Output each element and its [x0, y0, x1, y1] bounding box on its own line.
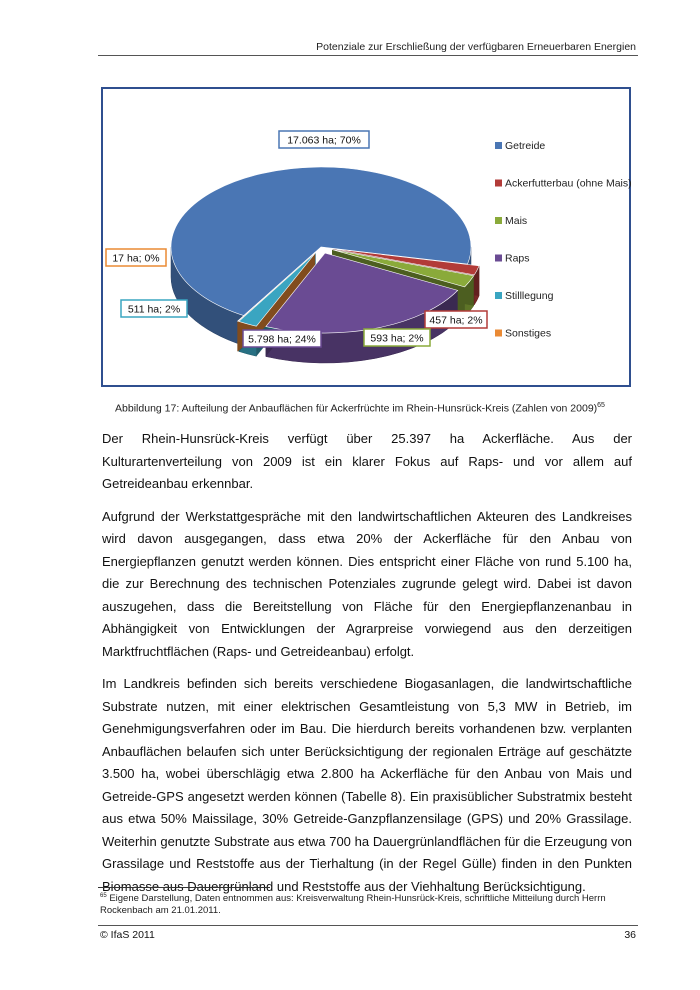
footer-divider — [98, 925, 638, 926]
footnote-divider — [98, 887, 270, 888]
running-header: Potenziale zur Erschließung der verfügbaren Erneuerbaren Energien — [316, 41, 636, 53]
legend-label-ackerfutterbau-ohne-mais: Ackerfutterbau (ohne Mais) — [505, 177, 632, 190]
legend-swatch-sonstiges — [495, 330, 502, 337]
header-divider — [98, 55, 638, 56]
legend-label-getreide: Getreide — [505, 140, 546, 152]
footnote — [100, 890, 630, 917]
data-label-ackerfutterbau-ohne-mais: 457 ha; 2% — [429, 314, 483, 327]
legend-swatch-raps — [495, 255, 502, 262]
paragraph: Im Landkreis befinden sich bereits verschiedene Biogasanlagen, die landwirtschaftliche Substrate nutzen, mit einer elektrischen Gesamtleistung von 5,3 MW in Betrieb, im Genehmigungsverfahren oder im Bau. Die hierdurch bereits vorhandenen bzw. verplanten Anbauflächen belaufen sich unter Berücksichtigung der regionalen Erträge auf geschätzte 3.500 ha, wobei überschlägig etwa 2.800 ha Ackerfläche für den Anbau von Mais und Getreide-GPS angesetzt werden können (Tabelle 8). Ein praxisüblicher Substratmix besteht aus etwa 50% Maissilage, 30% Getreide-Ganzpflanzensilage (GPS) und 20% Grassilage. Weiterhin genutzte Substrate aus etwa 700 ha Dauergrünlandflächen für die Erzeugung von Grassilage und Reststoffe aus der Tierhaltung (in der Regel Gülle) finden in den Punkten Biomasse aus Dauergrünland und Reststoffe aus der Viehhaltung Berücksichtigung. — [102, 676, 632, 894]
caption-text: Abbildung 17: Aufteilung der Anbauflächen für Ackerfrüchte im Rhein-Hunsrück-Kreis (Zahlen von 2009) — [115, 402, 598, 415]
figure-caption — [100, 402, 620, 415]
legend-swatch-getreide — [495, 142, 502, 149]
legend-swatch-ackerfutterbau-ohne-mais — [495, 180, 502, 187]
data-label-stilllegung: 511 ha; 2% — [127, 303, 181, 316]
data-label-mais: 593 ha; 2% — [370, 332, 424, 345]
legend-swatch-stilllegung — [495, 292, 502, 299]
body-text — [102, 428, 632, 908]
legend-swatch-mais — [495, 217, 502, 224]
legend-label-raps: Raps — [505, 252, 530, 265]
pie-chart — [103, 89, 633, 389]
footer-copyright: © IfaS 2011 — [100, 929, 155, 941]
data-label-sonstiges: 17 ha; 0% — [112, 252, 160, 265]
footnote-number: 65 — [100, 893, 107, 899]
legend — [495, 140, 632, 340]
page-number: 36 — [624, 929, 636, 941]
footnote-text: Eigene Darstellung, Daten entnommen aus: Kreisverwaltung Rhein-Hunsrück-Kreis, schriftliche Mitteilung durch Herrn Rockenbach am 21.01.2011. — [100, 893, 606, 917]
caption-footnote-ref: 65 — [597, 402, 605, 409]
paragraph: Der Rhein-Hunsrück-Kreis verfügt über 25.397 ha Ackerfläche. Aus der Kulturartenverteilung von 2009 ist ein klarer Fokus auf Raps- und vor allem auf Getreideanbau erkennbar. — [102, 431, 632, 491]
data-label-getreide: 17.063 ha; 70% — [287, 134, 361, 147]
paragraph: Aufgrund der Werkstattgespräche mit den landwirtschaftlichen Akteuren des Landkreises wird davon ausgegangen, dass etwa 20% der Ackerfläche für den Anbau von Energiepflanzen genutzt werden können. Dies entspricht einer Fläche von rund 5.100 ha, die zur Berechnung des technischen Potenziales zugrunde gelegt wird. Dabei ist davon auszugehen, dass die Bereitstellung von Fläche für den Energiepflanzenanbau in Abhängigkeit von Entwicklungen der Agrarpreise vorwiegend aus den derzeitigen Marktfruchtflächen (Raps- und Getreideanbau) erfolgt. — [102, 508, 632, 659]
legend-label-stilllegung: Stilllegung — [505, 290, 554, 302]
pie-chart-frame — [101, 87, 631, 387]
data-label-raps: 5.798 ha; 24% — [248, 333, 316, 346]
legend-label-sonstiges: Sonstiges — [505, 327, 552, 340]
legend-label-mais: Mais — [505, 215, 528, 227]
